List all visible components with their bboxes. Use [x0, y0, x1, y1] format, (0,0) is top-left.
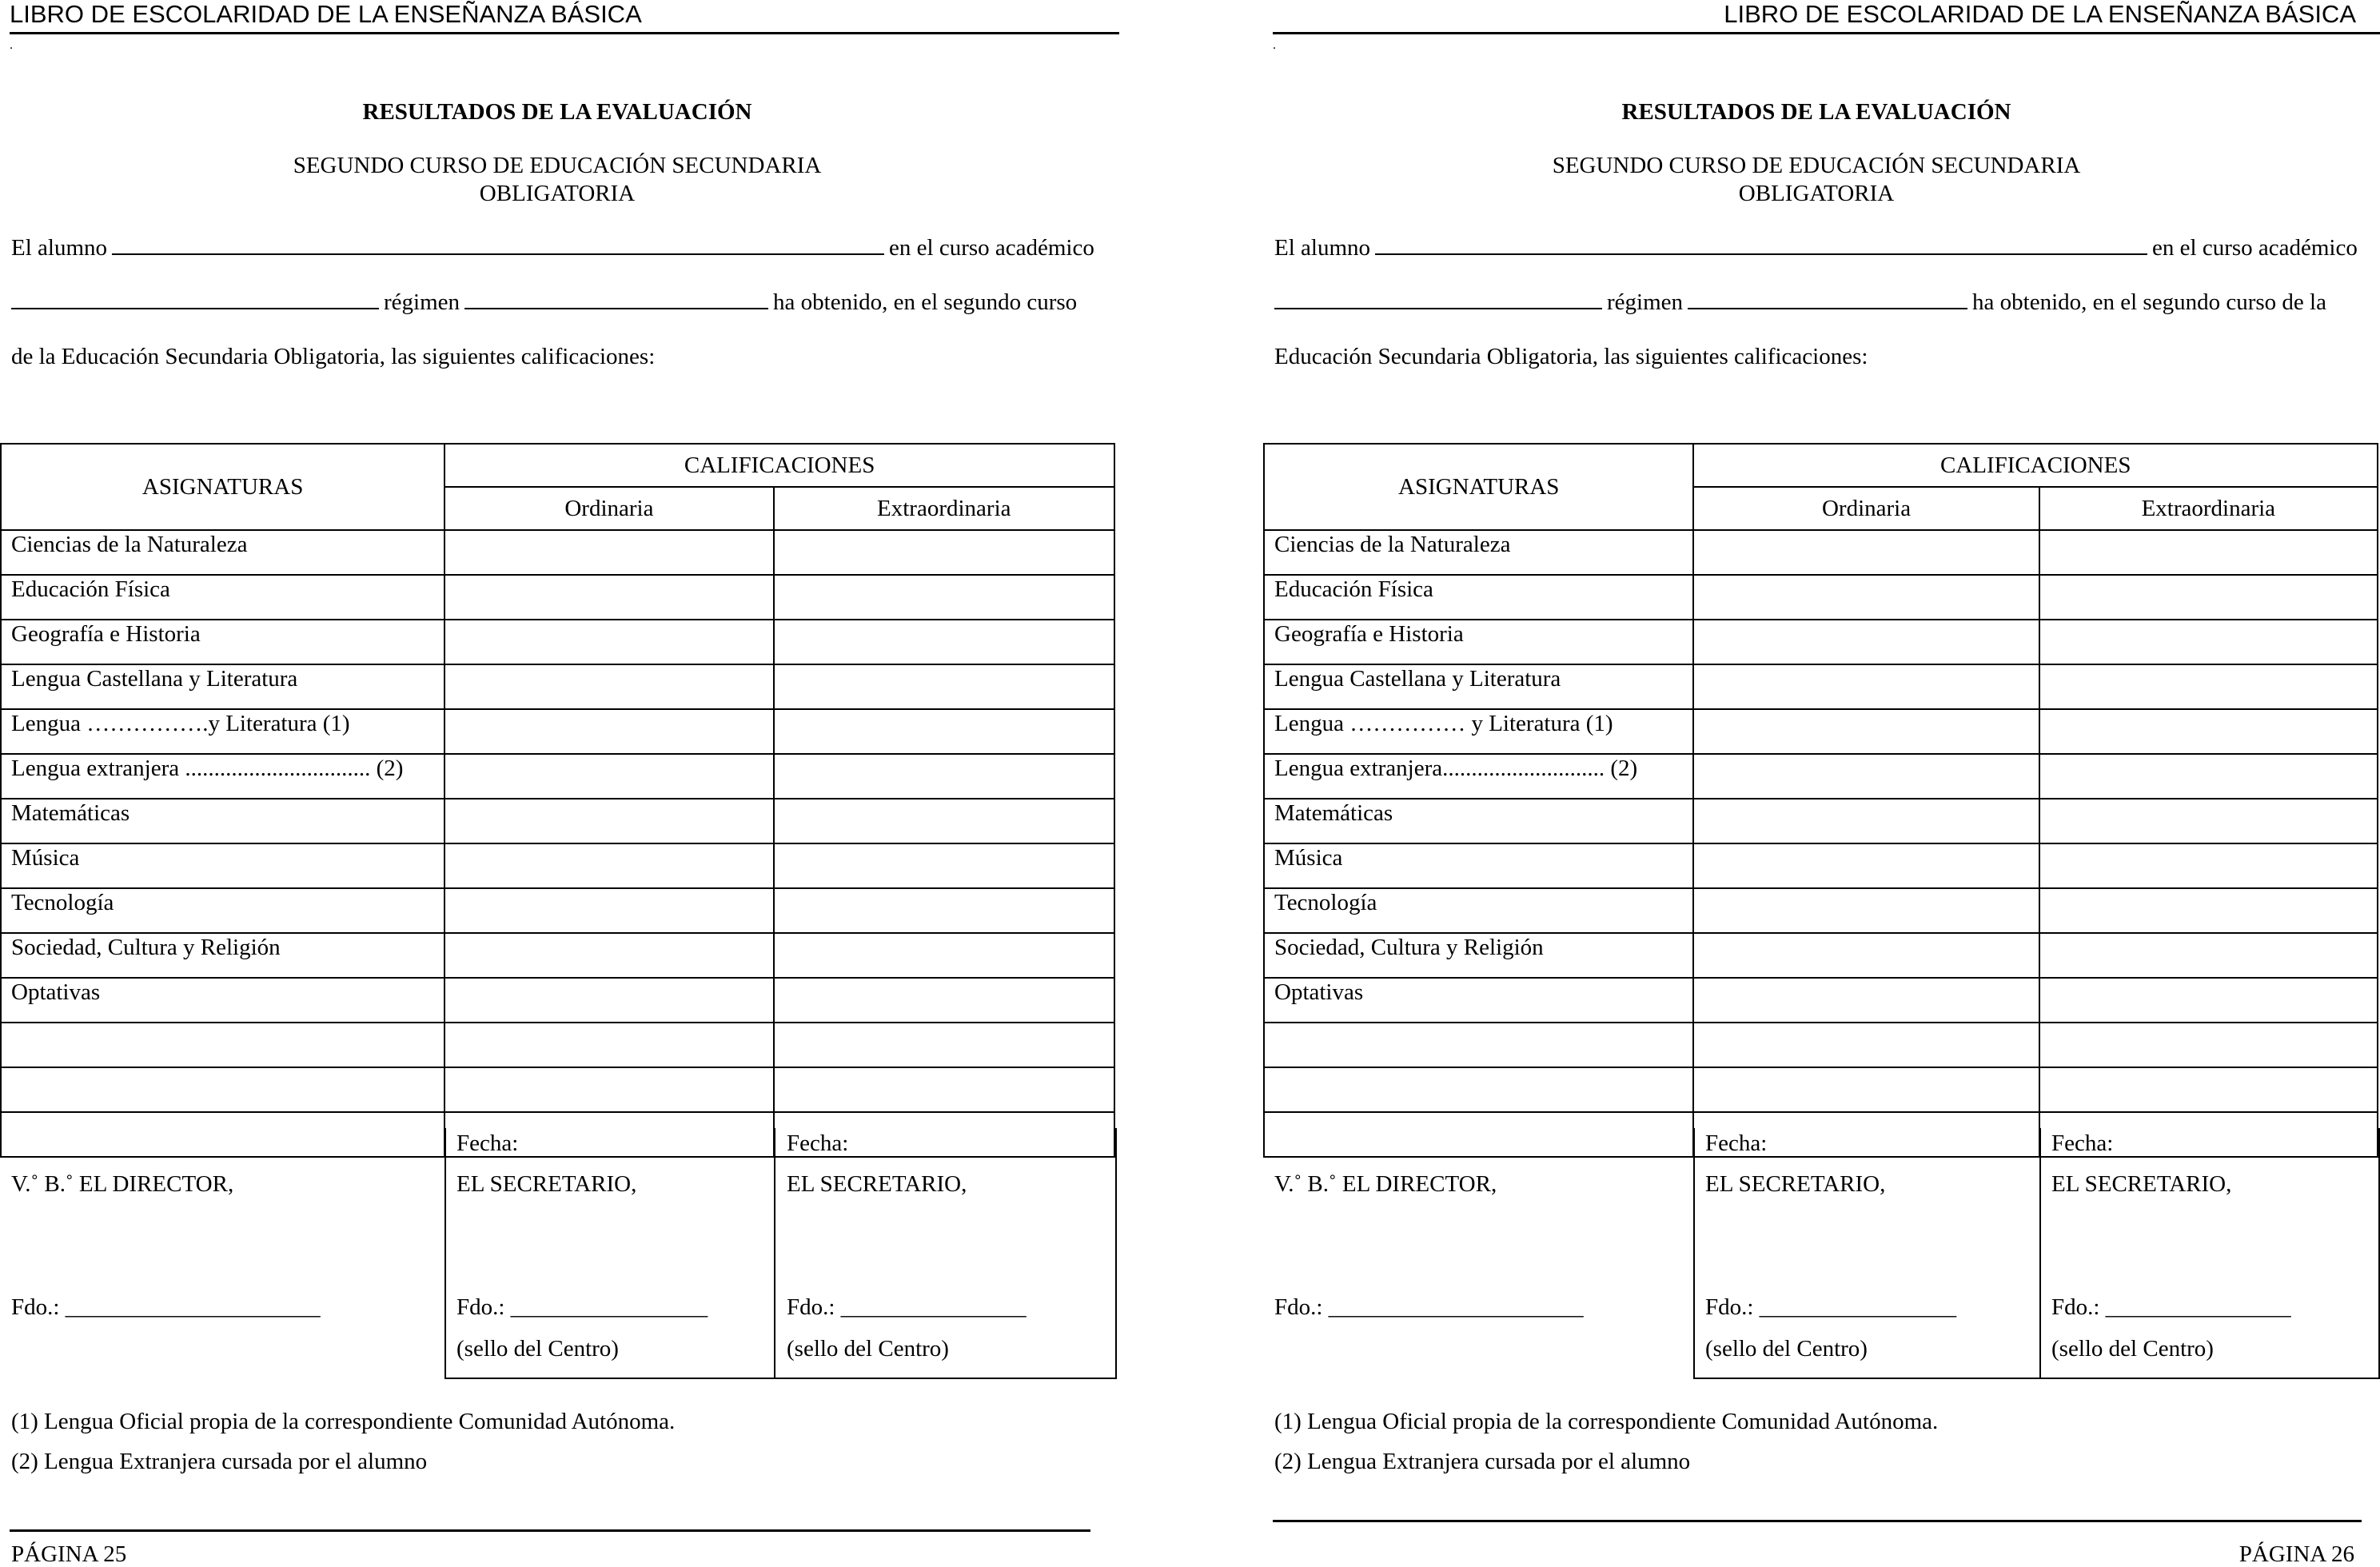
- student-line: [11, 233, 1094, 262]
- form-title: RESULTADOS DE LA EVALUACIÓN: [1621, 99, 2011, 125]
- ordinary-grade-cell[interactable]: [445, 799, 773, 843]
- grades-header: CALIFICACIONES: [1693, 444, 2378, 487]
- table-row: [1, 1023, 1114, 1067]
- ordinary-header: Ordinaria: [1693, 487, 2039, 530]
- extraordinary-grade-cell[interactable]: [774, 620, 1114, 664]
- optional-subject-cell[interactable]: [1, 1023, 445, 1067]
- ordinary-grade-cell[interactable]: [445, 933, 773, 978]
- subject-name: Lengua Castellana y Literatura: [1264, 664, 1693, 709]
- subject-name: Lengua Castellana y Literatura: [1, 664, 445, 709]
- table-row: [1264, 933, 2378, 978]
- table-row: [1, 575, 1114, 620]
- subtitle-line: SEGUNDO CURSO DE EDUCACIÓN SECUNDARIA: [1552, 153, 2081, 178]
- ordinary-grade-cell[interactable]: [1693, 799, 2039, 843]
- table-row: [1264, 888, 2378, 933]
- header-dot: .: [10, 38, 13, 52]
- form-subtitle: [1263, 152, 2370, 208]
- optional-subject-cell[interactable]: [1, 1067, 445, 1112]
- academic-year-field[interactable]: [11, 290, 379, 309]
- extraordinary-grade-cell[interactable]: [774, 575, 1114, 620]
- subtitle-line: SEGUNDO CURSO DE EDUCACIÓN SECUNDARIA: [293, 153, 822, 178]
- secretary-label: EL SECRETARIO,: [1705, 1171, 1886, 1197]
- subjects-header: ASIGNATURAS: [1, 444, 445, 530]
- date-label: Fecha:: [787, 1130, 849, 1156]
- ordinary-grade-cell[interactable]: [445, 620, 773, 664]
- obtained-label: ha obtenido, en el segundo curso de la: [1972, 289, 2326, 315]
- ordinary-grade-cell[interactable]: [1693, 709, 2039, 754]
- subject-name: Geografía e Historia: [1264, 620, 1693, 664]
- extraordinary-grade-cell[interactable]: [2039, 530, 2378, 575]
- extraordinary-grade-cell[interactable]: [2039, 933, 2378, 978]
- table-row: [1264, 1067, 2378, 1112]
- regime-line: [1274, 288, 2326, 317]
- subject-name: Ciencias de la Naturaleza: [1, 530, 445, 575]
- ordinary-grade-cell[interactable]: [1693, 843, 2039, 888]
- subject-name: Optativas: [1, 978, 445, 1023]
- extraordinary-grade-cell[interactable]: [774, 664, 1114, 709]
- regime-label: régimen: [1607, 289, 1684, 315]
- header-rule: [1273, 32, 2380, 34]
- extraordinary-grade-cell[interactable]: [774, 978, 1114, 1023]
- subtitle-line: OBLIGATORIA: [479, 181, 636, 206]
- ordinary-grade-cell[interactable]: [445, 843, 773, 888]
- extraordinary-grade-cell[interactable]: [774, 709, 1114, 754]
- director-label: V.˚ B.˚ EL DIRECTOR,: [1274, 1171, 1497, 1197]
- extraordinary-grade-cell[interactable]: [774, 888, 1114, 933]
- subject-name: Sociedad, Cultura y Religión: [1, 933, 445, 978]
- table-row: [1264, 754, 2378, 799]
- ordinary-header: Ordinaria: [445, 487, 773, 530]
- academic-year-label: en el curso académico: [2152, 235, 2358, 261]
- obtained-label: ha obtenido, en el segundo curso: [773, 289, 1078, 315]
- subject-name: Música: [1, 843, 445, 888]
- subject-name: Matemáticas: [1264, 799, 1693, 843]
- ordinary-grade-cell[interactable]: [445, 664, 773, 709]
- optional-subject-cell[interactable]: [1264, 1067, 1693, 1112]
- ordinary-grade-cell[interactable]: [1693, 754, 2039, 799]
- subtitle-line: OBLIGATORIA: [1738, 181, 1895, 206]
- student-label: El alumno: [1274, 235, 1371, 261]
- school-seal-note: (sello del Centro): [1705, 1336, 1868, 1362]
- secretary-signature-line[interactable]: Fdo.: _________________: [456, 1294, 708, 1320]
- intro-text: de la Educación Secundaria Obligatoria, las siguientes calificaciones:: [11, 344, 656, 369]
- ordinary-grade-cell[interactable]: [1693, 888, 2039, 933]
- table-row: [1264, 799, 2378, 843]
- subject-name: Geografía e Historia: [1, 620, 445, 664]
- student-label: El alumno: [11, 235, 108, 261]
- table-row: [1, 664, 1114, 709]
- director-signature-line[interactable]: Fdo.: ______________________: [11, 1294, 321, 1320]
- regime-label: régimen: [384, 289, 460, 315]
- extraordinary-grade-cell[interactable]: [2039, 754, 2378, 799]
- ordinary-grade-cell[interactable]: [445, 754, 773, 799]
- optional-subject-cell[interactable]: [1264, 1023, 1693, 1067]
- table-row: [1, 754, 1114, 799]
- table-row: [1264, 843, 2378, 888]
- ordinary-grade-cell[interactable]: [1693, 1023, 2039, 1067]
- table-row: [1264, 709, 2378, 754]
- school-seal-note: (sello del Centro): [787, 1336, 949, 1362]
- extraordinary-grade-cell[interactable]: [2039, 888, 2378, 933]
- extraordinary-grade-cell[interactable]: [774, 1023, 1114, 1067]
- ordinary-grade-cell[interactable]: [445, 978, 773, 1023]
- ordinary-grade-cell[interactable]: [1693, 620, 2039, 664]
- regime-field[interactable]: [464, 290, 768, 309]
- secretary-label: EL SECRETARIO,: [2051, 1171, 2232, 1197]
- secretary-label: EL SECRETARIO,: [787, 1171, 967, 1197]
- ordinary-grade-cell[interactable]: [445, 1067, 773, 1112]
- secretary-signature-line[interactable]: Fdo.: _________________: [1705, 1294, 1957, 1320]
- table-row: [1264, 620, 2378, 664]
- footer-rule: [1273, 1520, 2362, 1522]
- student-name-field[interactable]: [1375, 236, 2147, 255]
- subject-name: Tecnología: [1, 888, 445, 933]
- optional-subject-cell[interactable]: [1, 1112, 445, 1157]
- extraordinary-grade-cell[interactable]: [2039, 664, 2378, 709]
- extraordinary-grade-cell[interactable]: [774, 843, 1114, 888]
- secretary-label: EL SECRETARIO,: [456, 1171, 637, 1197]
- subject-name: Educación Física: [1, 575, 445, 620]
- subject-name: Tecnología: [1264, 888, 1693, 933]
- footnote: (1) Lengua Oficial propia de la correspondiente Comunidad Autónoma.: [11, 1409, 676, 1434]
- subject-name: Música: [1264, 843, 1693, 888]
- date-label: Fecha:: [2051, 1130, 2114, 1156]
- ordinary-grade-cell[interactable]: [1693, 575, 2039, 620]
- ordinary-grade-cell[interactable]: [1693, 978, 2039, 1023]
- grades-table: [0, 443, 1115, 1158]
- extraordinary-header: Extraordinaria: [2039, 487, 2378, 530]
- ordinary-grade-cell[interactable]: [1693, 933, 2039, 978]
- table-row: [1264, 530, 2378, 575]
- subject-name: Lengua …………… y Literatura (1): [1264, 709, 1693, 754]
- intro-text: Educación Secundaria Obligatoria, las siguientes calificaciones:: [1274, 344, 1868, 369]
- table-row: [1, 888, 1114, 933]
- subject-name: Ciencias de la Naturaleza: [1264, 530, 1693, 575]
- running-header: LIBRO DE ESCOLARIDAD DE LA ENSEÑANZA BÁSICA: [1724, 0, 2356, 28]
- ordinary-grade-cell[interactable]: [445, 1023, 773, 1067]
- table-row: [1264, 1023, 2378, 1067]
- footer-rule: [10, 1529, 1090, 1532]
- secretary-signature-line[interactable]: Fdo.: ________________: [2051, 1294, 2291, 1320]
- extraordinary-grade-cell[interactable]: [774, 799, 1114, 843]
- subject-name: Lengua extranjera............................ (2): [1264, 754, 1693, 799]
- page-left: [0, 0, 1127, 1566]
- extraordinary-grade-cell[interactable]: [2039, 978, 2378, 1023]
- ordinary-grade-cell[interactable]: [445, 575, 773, 620]
- ordinary-grade-cell[interactable]: [445, 888, 773, 933]
- table-row: [1, 620, 1114, 664]
- extraordinary-grade-cell[interactable]: [2039, 843, 2378, 888]
- footnote: (1) Lengua Oficial propia de la correspondiente Comunidad Autónoma.: [1274, 1409, 1939, 1434]
- table-row: [1264, 575, 2378, 620]
- running-header: LIBRO DE ESCOLARIDAD DE LA ENSEÑANZA BÁSICA: [10, 0, 642, 28]
- subject-name: Sociedad, Cultura y Religión: [1264, 933, 1693, 978]
- extraordinary-grade-cell[interactable]: [2039, 799, 2378, 843]
- regime-line: [11, 288, 1077, 317]
- ordinary-grade-cell[interactable]: [445, 530, 773, 575]
- student-name-field[interactable]: [112, 236, 884, 255]
- extraordinary-grade-cell[interactable]: [2039, 1023, 2378, 1067]
- ordinary-grade-cell[interactable]: [445, 709, 773, 754]
- school-seal-note: (sello del Centro): [2051, 1336, 2214, 1362]
- footnote: (2) Lengua Extranjera cursada por el alumno: [11, 1449, 428, 1474]
- ordinary-grade-cell[interactable]: [1693, 664, 2039, 709]
- table-row: [1, 1067, 1114, 1112]
- page-right: [1263, 0, 2380, 1566]
- director-label: V.˚ B.˚ EL DIRECTOR,: [11, 1171, 234, 1197]
- date-label: Fecha:: [1705, 1130, 1768, 1156]
- subject-name: Lengua extranjera ................................ (2): [1, 754, 445, 799]
- extraordinary-grade-cell[interactable]: [774, 530, 1114, 575]
- extraordinary-grade-cell[interactable]: [774, 933, 1114, 978]
- table-row: [1, 799, 1114, 843]
- academic-year-field[interactable]: [1274, 290, 1602, 309]
- table-row: [1, 843, 1114, 888]
- school-seal-note: (sello del Centro): [456, 1336, 619, 1362]
- form-subtitle: [0, 152, 1114, 208]
- table-row: [1, 933, 1114, 978]
- extraordinary-grade-cell[interactable]: [2039, 709, 2378, 754]
- table-row: [1264, 978, 2378, 1023]
- table-row: [1, 709, 1114, 754]
- subject-name: Lengua …………….y Literatura (1): [1, 709, 445, 754]
- footnote: (2) Lengua Extranjera cursada por el alumno: [1274, 1449, 1691, 1474]
- grades-header: CALIFICACIONES: [445, 444, 1114, 487]
- table-row: [1264, 664, 2378, 709]
- regime-field[interactable]: [1688, 290, 1967, 309]
- date-label: Fecha:: [456, 1130, 519, 1156]
- extraordinary-grade-cell[interactable]: [774, 1067, 1114, 1112]
- table-row: [1, 978, 1114, 1023]
- extraordinary-grade-cell[interactable]: [2039, 1067, 2378, 1112]
- page-number: PÁGINA 25: [11, 1541, 127, 1567]
- extraordinary-grade-cell[interactable]: [774, 754, 1114, 799]
- ordinary-grade-cell[interactable]: [1693, 530, 2039, 575]
- ordinary-grade-cell[interactable]: [1693, 1067, 2039, 1112]
- form-title: RESULTADOS DE LA EVALUACIÓN: [362, 99, 752, 125]
- student-line: [1274, 233, 2358, 262]
- subject-name: Educación Física: [1264, 575, 1693, 620]
- table-row: [1, 530, 1114, 575]
- director-signature-line[interactable]: Fdo.: ______________________: [1274, 1294, 1584, 1320]
- extraordinary-grade-cell[interactable]: [2039, 620, 2378, 664]
- grades-table: [1263, 443, 2378, 1158]
- extraordinary-grade-cell[interactable]: [2039, 575, 2378, 620]
- subjects-header: ASIGNATURAS: [1264, 444, 1693, 530]
- header-rule: [10, 32, 1119, 34]
- subject-name: Optativas: [1264, 978, 1693, 1023]
- page-number: PÁGINA 26: [2238, 1541, 2354, 1567]
- subject-name: Matemáticas: [1, 799, 445, 843]
- extraordinary-header: Extraordinaria: [774, 487, 1114, 530]
- optional-subject-cell[interactable]: [1264, 1112, 1693, 1157]
- academic-year-label: en el curso académico: [889, 235, 1094, 261]
- secretary-signature-line[interactable]: Fdo.: ________________: [787, 1294, 1027, 1320]
- header-dot: .: [1273, 38, 1276, 52]
